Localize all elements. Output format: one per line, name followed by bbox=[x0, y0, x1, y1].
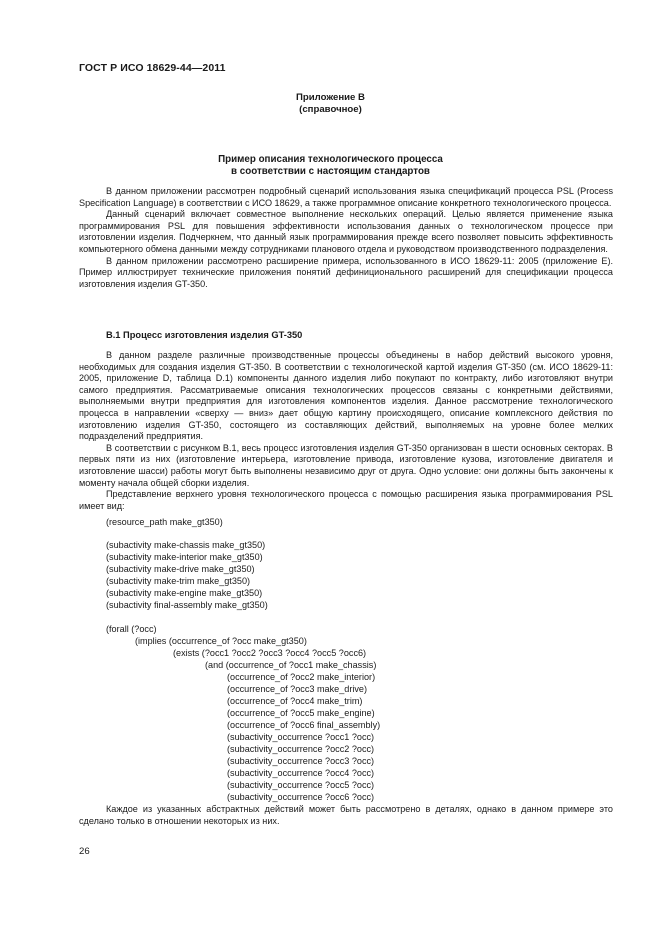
code-clause: (subactivity_occurrence ?occ5 ?occ) bbox=[227, 780, 375, 790]
code-clause: (subactivity_occurrence ?occ1 ?occ) bbox=[227, 732, 375, 742]
code-clause: (subactivity_occurrence ?occ6 ?occ) bbox=[227, 792, 375, 802]
code-clause: (subactivity_occurrence ?occ2 ?occ) bbox=[227, 744, 375, 754]
code-clause: (occurrence_of ?occ6 final_assembly) bbox=[227, 720, 381, 730]
code-resource-path: (resource_path make_gt350) bbox=[106, 517, 223, 527]
code-subactivity: (subactivity final-assembly make_gt350) bbox=[106, 600, 268, 610]
code-and: (and (occurrence_of ?occ1 make_chassis) bbox=[205, 660, 377, 670]
closing-block bbox=[79, 804, 613, 827]
code-subactivity: (subactivity make-chassis make_gt350) bbox=[106, 540, 266, 550]
annex-title-line-1: Пример описания технологического процесса bbox=[218, 154, 443, 165]
section-paragraph-1: В данном разделе различные производственные процессы объединены в набор действий высокого уровня, необходимых для создания изделия GT-350. В соответствии с технологической картой изделия GT-350 (см. ИСО 18629-11: 2005, приложение D, таблица D.1) компоненты данного изделия либо покупают по контракту, либо изготовляют внутри самого предприятия. Рассматриваемые описания технологических процессов связаны с конкретными действиями, выполняемыми внутри предприятия для изготовления компонентов изделия. Данное рассмотрение технологического процесса в направлении «сверху — вниз» дает общую картину происходящего, описание комплексного действия по изготовлению изделия GT-350, состоящего из составляющих действий, выполняемых на уровне более мелких подразделений предприятия. bbox=[79, 350, 613, 442]
section-paragraph-2: В соответствии с рисунком В.1, весь процесс изготовления изделия GT-350 организован в шести основных секторах. В первых пяти из них (изготовление интерьера, изготовление привода, изготовление кузова, изготовление двигателя и изготовление шасси) работы могут быть выполнены независимо друг от друга. Одно условие: они должны быть закончены к моменту начала общей сборки изделия. bbox=[79, 442, 613, 488]
intro-paragraph-3: В данном приложении рассмотрено расширение примера, использованного в ИСО 18629-11: 2005 (приложение Е). Пример иллюстрирует технические приложения понятий дефиниционального расширений для спецификации процесса изготовления изделия GT-350. bbox=[79, 255, 613, 289]
section-heading: В.1 Процесс изготовления изделия GT-350 bbox=[106, 330, 303, 340]
page-number: 26 bbox=[79, 846, 90, 857]
intro-paragraph-2: Данный сценарий включает совместное выполнение нескольких операций. Целью является применение языка программирования PSL для повышения эффективности использования данных о технологическом процессе при изготовлении изделия. Подчеркнем, что данный язык программирования прежде всего позволяет повысить эффективность компьютерного обмена данными между сотрудниками планового отдела и руководством производственного подразделения. bbox=[79, 209, 613, 254]
code-exists: (exists (?occ1 ?occ2 ?occ3 ?occ4 ?occ5 ?occ6) bbox=[173, 648, 367, 658]
code-clause: (occurrence_of ?occ2 make_interior) bbox=[227, 672, 376, 682]
code-clause: (subactivity_occurrence ?occ4 ?occ) bbox=[227, 768, 375, 778]
closing-paragraph: Каждое из указанных абстрактных действий может быть рассмотрено в деталях, однако в данном примере это сделано только в отношении некоторых из них. bbox=[79, 804, 613, 826]
code-clause: (occurrence_of ?occ5 make_engine) bbox=[227, 708, 375, 718]
code-clause: (subactivity_occurrence ?occ3 ?occ) bbox=[227, 756, 375, 766]
code-subactivity: (subactivity make-trim make_gt350) bbox=[106, 576, 251, 586]
code-clause: (occurrence_of ?occ4 make_trim) bbox=[227, 696, 363, 706]
code-clause: (occurrence_of ?occ3 make_drive) bbox=[227, 684, 368, 694]
annex-label: Приложение В bbox=[296, 92, 365, 103]
code-subactivity: (subactivity make-engine make_gt350) bbox=[106, 588, 263, 598]
code-subactivity: (subactivity make-drive make_gt350) bbox=[106, 564, 255, 574]
section-paragraph-3: Представление верхнего уровня технологического процесса с помощью расширения языка программирования PSL имеет вид: bbox=[79, 489, 613, 511]
standard-code-header: ГОСТ Р ИСО 18629-44—2011 bbox=[79, 62, 226, 74]
intro-block bbox=[79, 186, 613, 290]
code-subactivity: (subactivity make-interior make_gt350) bbox=[106, 552, 263, 562]
section-body bbox=[79, 350, 613, 512]
annex-title-line-2: в соответствии с настоящим стандартов bbox=[231, 166, 430, 177]
intro-paragraph-1: В данном приложении рассмотрен подробный сценарий использования языка спецификаций процесса PSL (Process Specification Language) в соответствии с ИСО 18629, а также программное описание конкретного технологического процесса. bbox=[79, 186, 613, 208]
code-forall: (forall (?occ) bbox=[106, 624, 157, 634]
code-implies: (implies (occurrence_of ?occ make_gt350) bbox=[135, 636, 307, 646]
annex-type: (справочное) bbox=[299, 104, 362, 115]
